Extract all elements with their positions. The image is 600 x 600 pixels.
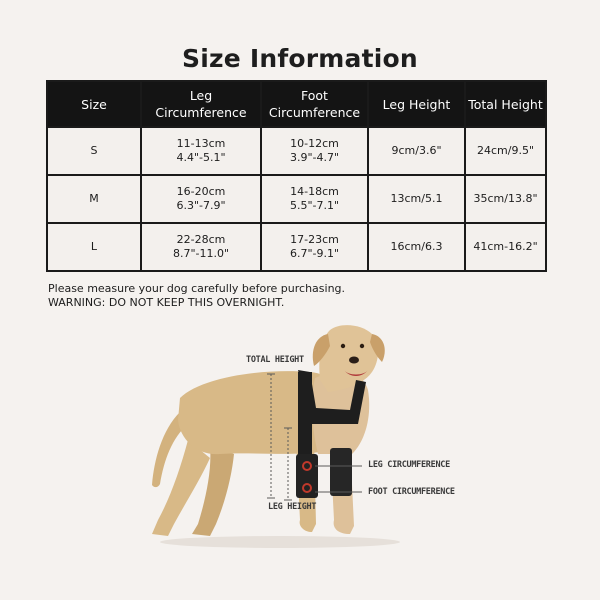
cell-foot-circumference: 17-23cm 6.7"-9.1" <box>261 223 368 271</box>
cell-leg-circumference: 16-20cm 6.3"-7.9" <box>141 175 261 223</box>
brace-strap <box>298 372 312 458</box>
table-row <box>47 175 546 223</box>
cell-leg-height: 9cm/3.6" <box>368 127 465 175</box>
label-leg-height: LEG HEIGHT <box>268 502 317 512</box>
cell-size: L <box>47 223 141 271</box>
header-foot-circumference: Foot Circumference <box>261 81 368 127</box>
cell-foot-circumference: 14-18cm 5.5"-7.1" <box>261 175 368 223</box>
table-row <box>47 127 546 175</box>
cell-leg-circumference: 11-13cm 4.4"-5.1" <box>141 127 261 175</box>
note-warning: WARNING: DO NOT KEEP THIS OVERNIGHT. <box>48 296 285 309</box>
cell-size: M <box>47 175 141 223</box>
cell-size: S <box>47 127 141 175</box>
cell-total-height: 24cm/9.5" <box>465 127 546 175</box>
header-leg-circumference: Leg Circumference <box>141 81 261 127</box>
header-size: Size <box>47 81 141 127</box>
label-total-height: TOTAL HEIGHT <box>246 355 304 365</box>
label-leg-circumference: LEG CIRCUMFERENCE <box>368 460 450 470</box>
header-total-height: Total Height <box>465 81 546 127</box>
page-title: Size Information <box>182 44 418 73</box>
table-row <box>47 223 546 271</box>
brace-sleeve-right <box>330 448 352 496</box>
dog-nose <box>349 357 359 364</box>
cell-leg-height: 16cm/6.3 <box>368 223 465 271</box>
table-header-row <box>47 81 546 127</box>
size-table <box>46 80 547 272</box>
cell-foot-circumference: 10-12cm 3.9"-4.7" <box>261 127 368 175</box>
label-foot-circumference: FOOT CIRCUMFERENCE <box>368 487 455 497</box>
notes <box>48 282 345 310</box>
cell-total-height: 35cm/13.8" <box>465 175 546 223</box>
dog-eye-right <box>360 344 364 348</box>
header-leg-height: Leg Height <box>368 81 465 127</box>
cell-leg-height: 13cm/5.1 <box>368 175 465 223</box>
cell-leg-circumference: 22-28cm 8.7"-11.0" <box>141 223 261 271</box>
dog-measurement-diagram <box>140 320 480 560</box>
dog-eye-left <box>341 344 345 348</box>
dog-illustration <box>140 320 480 560</box>
cell-total-height: 41cm-16.2" <box>465 223 546 271</box>
note-measure: Please measure your dog carefully before purchasing. <box>48 282 346 295</box>
